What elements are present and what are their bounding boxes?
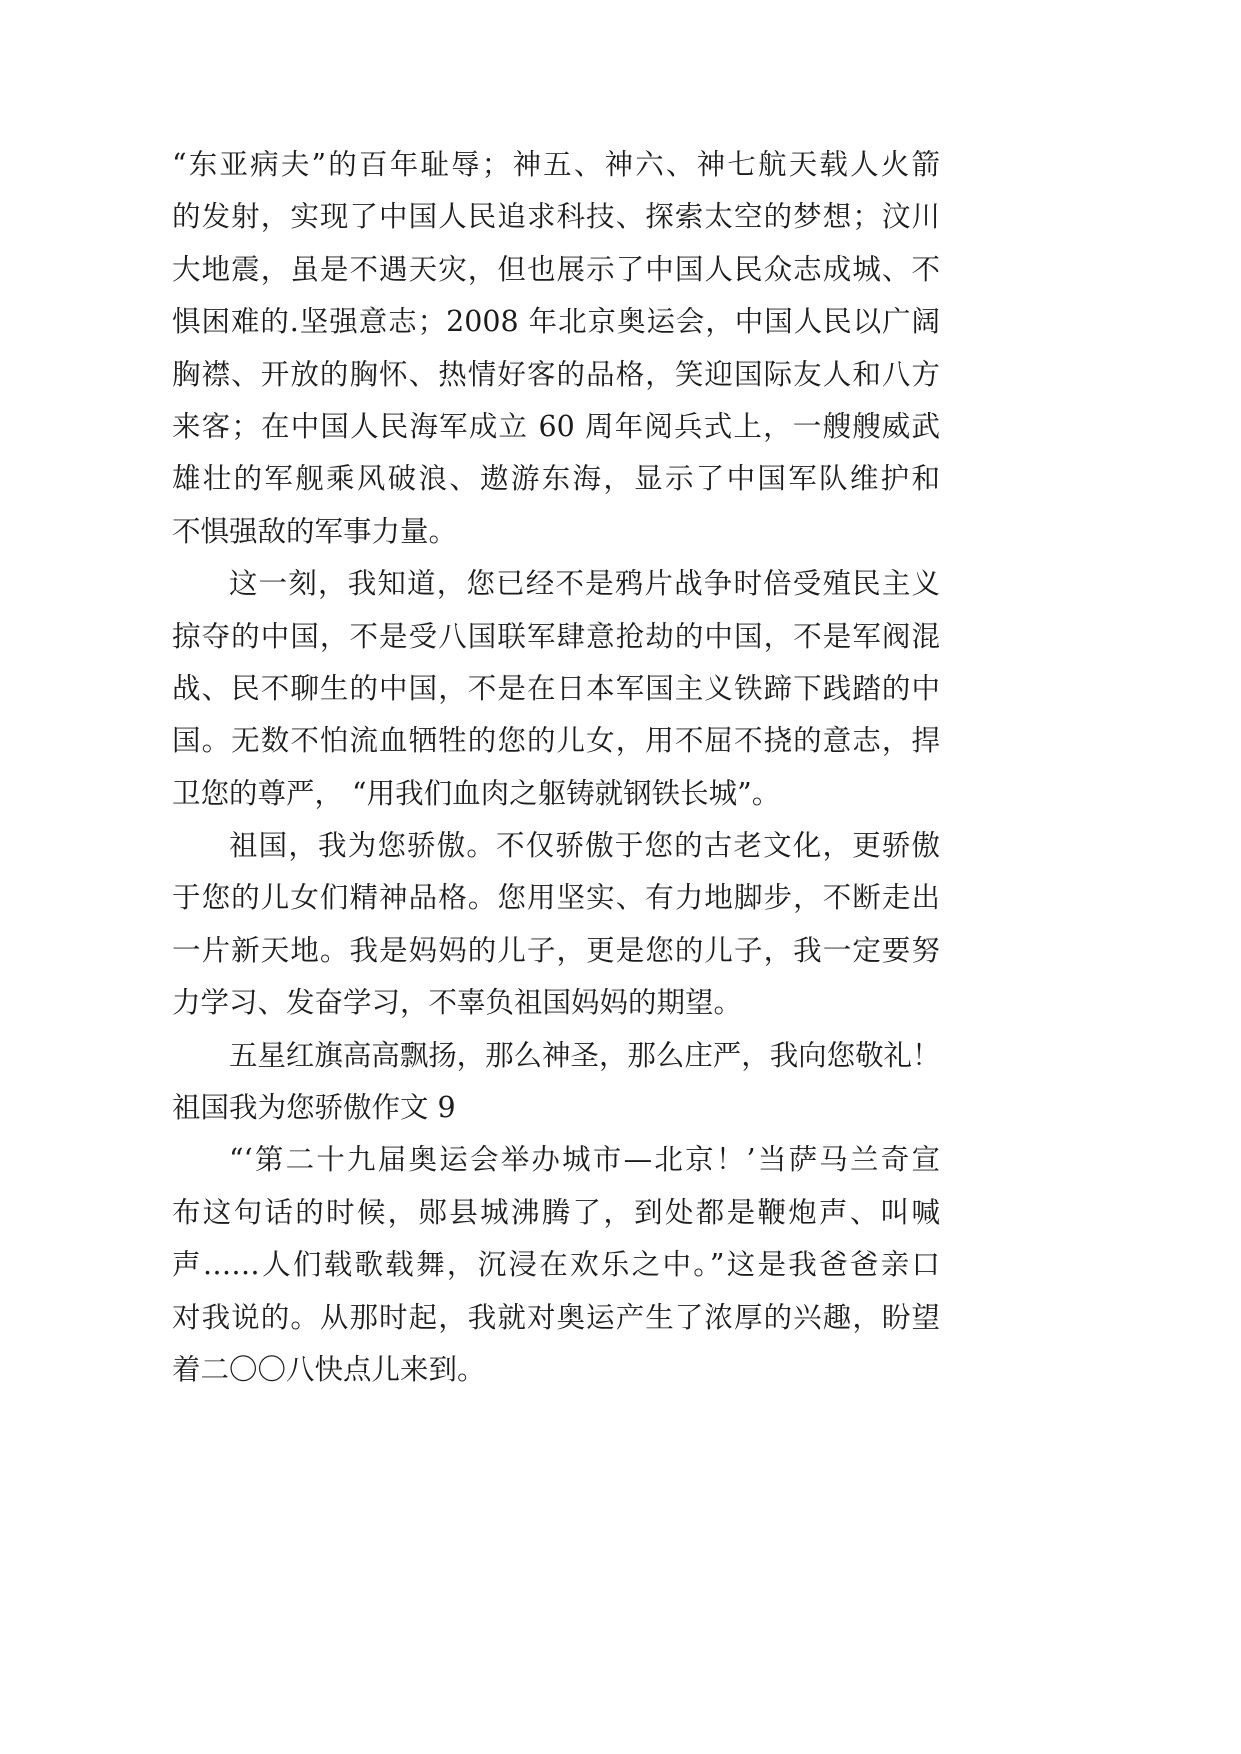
text-line: “‘第二十九届奥运会举办城市—北京！’当萨马兰奇宣 xyxy=(229,1143,940,1177)
section-heading: 祖国我为您骄傲作文 9 xyxy=(172,1091,456,1125)
paragraph xyxy=(172,1134,940,1396)
text-line: 不惧强敌的军事力量。 xyxy=(172,514,458,548)
text-line: 雄壮的军舰乘风破浪、遨游东海，显示了中国军队维护和 xyxy=(172,462,940,496)
text-line: 掠夺的中国，不是受八国联军肆意抢劫的中国，不是军阀混 xyxy=(172,619,940,653)
text-line: 国。无数不怕流血牺牲的您的儿女，用不屈不挠的意志，捍 xyxy=(172,724,940,758)
paragraph xyxy=(172,139,940,558)
text-line: 的发射，实现了中国人民追求科技、探索太空的梦想；汶川 xyxy=(172,200,940,234)
text-line: 布这句话的时候，郧县城沸腾了，到处都是鞭炮声、叫喊 xyxy=(172,1195,940,1229)
text-line: 祖国，我为您骄傲。不仅骄傲于您的古老文化，更骄傲 xyxy=(229,829,940,863)
text-line: 着二〇〇八快点儿来到。 xyxy=(172,1352,486,1386)
paragraph xyxy=(172,1030,940,1082)
paragraph xyxy=(172,558,940,820)
text-line: 战、民不聊生的中国，不是在日本军国主义铁蹄下践踏的中 xyxy=(172,671,940,705)
text-line: 对我说的。从那时起，我就对奥运产生了浓厚的兴趣，盼望 xyxy=(172,1300,940,1334)
text-line: “东亚病夫”的百年耻辱；神五、神六、神七航天载人火箭 xyxy=(172,148,940,181)
text-line: 五星红旗高高飘扬，那么神圣，那么庄严，我向您敬礼！ xyxy=(229,1038,940,1072)
text-line: 惧困难的.坚强意志；2008 年北京奥运会，中国人民以广阔 xyxy=(172,305,940,339)
text-line: 一片新天地。我是妈妈的儿子，更是您的儿子，我一定要努 xyxy=(172,933,940,967)
text-line: 声……人们载歌载舞，沉浸在欢乐之中。”这是我爸爸亲口 xyxy=(172,1248,940,1282)
paragraph xyxy=(172,820,940,1030)
text-line: 力学习、发奋学习，不辜负祖国妈妈的期望。 xyxy=(172,986,743,1020)
text-line: 来客；在中国人民海军成立 60 周年阅兵式上，一艘艘威武 xyxy=(172,409,940,443)
document-body xyxy=(172,139,940,1396)
text-line: 卫您的尊严， “用我们血肉之躯铸就钢铁长城”。 xyxy=(172,776,781,810)
text-line: 这一刻，我知道，您已经不是鸦片战争时倍受殖民主义 xyxy=(229,567,940,601)
text-line: 于您的儿女们精神品格。您用坚实、有力地脚步，不断走出 xyxy=(172,881,940,915)
text-line: 大地震，虽是不遇天灾，但也展示了中国人民众志成城、不 xyxy=(172,252,940,286)
text-line: 胸襟、开放的胸怀、热情好客的品格，笑迎国际友人和八方 xyxy=(172,357,940,391)
